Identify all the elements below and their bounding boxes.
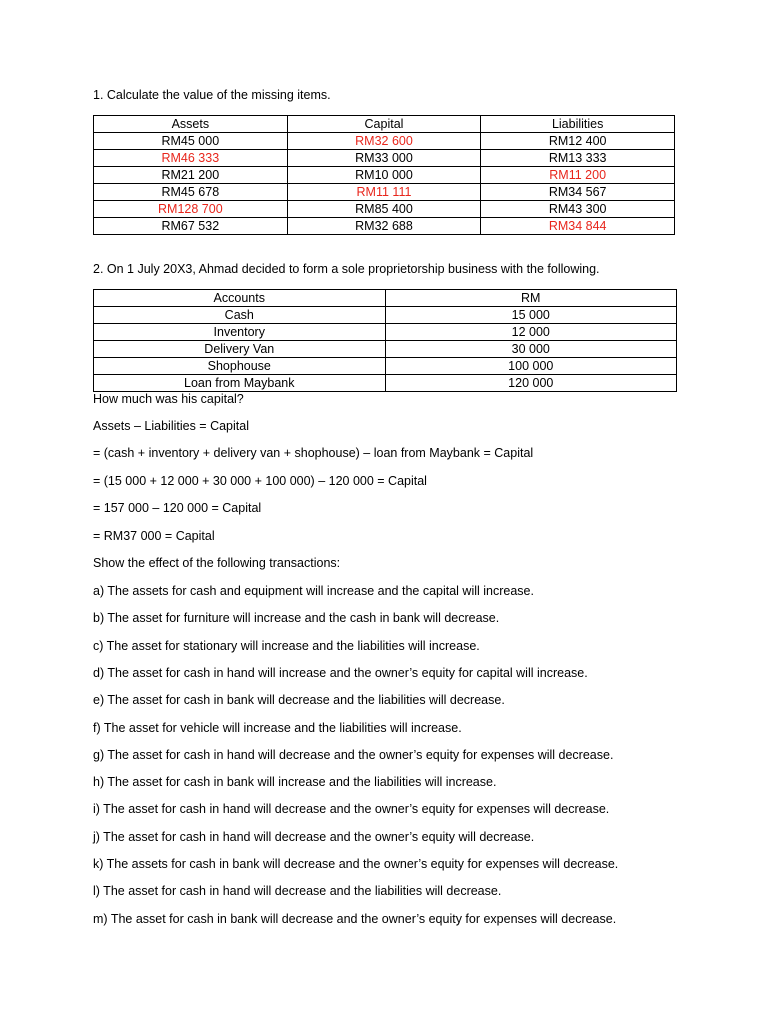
cell-account-amount: 30 000	[385, 341, 676, 358]
header-liabilities: Liabilities	[481, 116, 675, 133]
cell-account-amount: 100 000	[385, 358, 676, 375]
question-1-title: 1. Calculate the value of the missing items.	[93, 88, 331, 102]
cell-liabilities: RM34 844	[481, 218, 675, 235]
header-capital: Capital	[287, 116, 481, 133]
working-line: = 157 000 – 120 000 = Capital	[93, 501, 262, 515]
cell-liabilities: RM11 200	[481, 167, 675, 184]
cell-account-name: Shophouse	[94, 358, 386, 375]
cell-account-name: Loan from Maybank	[94, 375, 386, 392]
working-line: Assets – Liabilities = Capital	[93, 419, 249, 433]
cell-assets: RM45 678	[94, 184, 288, 201]
table-row	[94, 324, 677, 341]
accounts-table	[93, 289, 677, 392]
cell-account-amount: 15 000	[385, 307, 676, 324]
transaction-item: c) The asset for stationary will increase and the liabilities will increase.	[93, 638, 480, 653]
header-assets: Assets	[94, 116, 288, 133]
transaction-item: a) The assets for cash and equipment will increase and the capital will increase.	[93, 584, 534, 598]
table-row	[94, 375, 677, 392]
cell-assets: RM67 532	[94, 218, 288, 235]
table-row	[94, 307, 677, 324]
cell-capital: RM32 688	[287, 218, 481, 235]
transaction-item: h) The asset for cash in bank will increase and the liabilities will increase.	[93, 775, 497, 790]
transaction-item: e) The asset for cash in bank will decrease and the liabilities will decrease.	[93, 693, 505, 708]
table-header-row	[94, 290, 677, 307]
transaction-item: d) The asset for cash in hand will increase and the owner’s equity for capital will increase.	[93, 665, 588, 680]
transaction-item: b) The asset for furniture will increase and the cash in bank will decrease.	[93, 611, 500, 626]
transaction-item: k) The assets for cash in bank will decrease and the owner’s equity for expenses will decrease.	[93, 857, 619, 871]
cell-assets: RM46 333	[94, 150, 288, 167]
transaction-item: i) The asset for cash in hand will decrease and the owner’s equity for expenses will decrease.	[93, 802, 610, 817]
question-3-title: Show the effect of the following transactions:	[93, 556, 341, 570]
table-row	[94, 167, 675, 184]
cell-account-name: Delivery Van	[94, 341, 386, 358]
table-row	[94, 358, 677, 375]
cell-account-name: Inventory	[94, 324, 386, 341]
table-row	[94, 184, 675, 201]
cell-account-amount: 12 000	[385, 324, 676, 341]
cell-assets: RM128 700	[94, 201, 288, 218]
table-row	[94, 150, 675, 167]
cell-assets: RM21 200	[94, 167, 288, 184]
cell-liabilities: RM43 300	[481, 201, 675, 218]
transaction-item: f) The asset for vehicle will increase and the liabilities will increase.	[93, 720, 462, 735]
table-header-row	[94, 116, 675, 133]
transaction-item: m) The asset for cash in bank will decrease and the owner’s equity for expenses will decrease.	[93, 911, 617, 926]
cell-liabilities: RM13 333	[481, 150, 675, 167]
working-line: = (cash + inventory + delivery van + shophouse) – loan from Maybank = Capital	[93, 446, 534, 460]
cell-liabilities: RM34 567	[481, 184, 675, 201]
missing-items-table	[93, 115, 675, 235]
cell-capital: RM32 600	[287, 133, 481, 150]
header-accounts: Accounts	[94, 290, 386, 307]
table-row	[94, 133, 675, 150]
table-row	[94, 201, 675, 218]
header-rm: RM	[385, 290, 676, 307]
cell-capital: RM11 111	[287, 184, 481, 201]
cell-capital: RM10 000	[287, 167, 481, 184]
transaction-item: j) The asset for cash in hand will decrease and the owner’s equity will decrease.	[93, 829, 535, 844]
working-line: = (15 000 + 12 000 + 30 000 + 100 000) – 120 000 = Capital	[93, 474, 427, 488]
capital-question: How much was his capital?	[93, 392, 244, 406]
cell-account-name: Cash	[94, 307, 386, 324]
question-2-title: 2. On 1 July 20X3, Ahmad decided to form a sole proprietorship business with the following.	[93, 262, 600, 276]
working-line: = RM37 000 = Capital	[93, 529, 215, 543]
cell-account-amount: 120 000	[385, 375, 676, 392]
table-row	[94, 218, 675, 235]
transaction-item: l) The asset for cash in hand will decrease and the liabilities will decrease.	[93, 884, 502, 899]
cell-assets: RM45 000	[94, 133, 288, 150]
cell-capital: RM85 400	[287, 201, 481, 218]
cell-capital: RM33 000	[287, 150, 481, 167]
table-row	[94, 341, 677, 358]
transaction-item: g) The asset for cash in hand will decrease and the owner’s equity for expenses will decrease.	[93, 747, 614, 762]
cell-liabilities: RM12 400	[481, 133, 675, 150]
